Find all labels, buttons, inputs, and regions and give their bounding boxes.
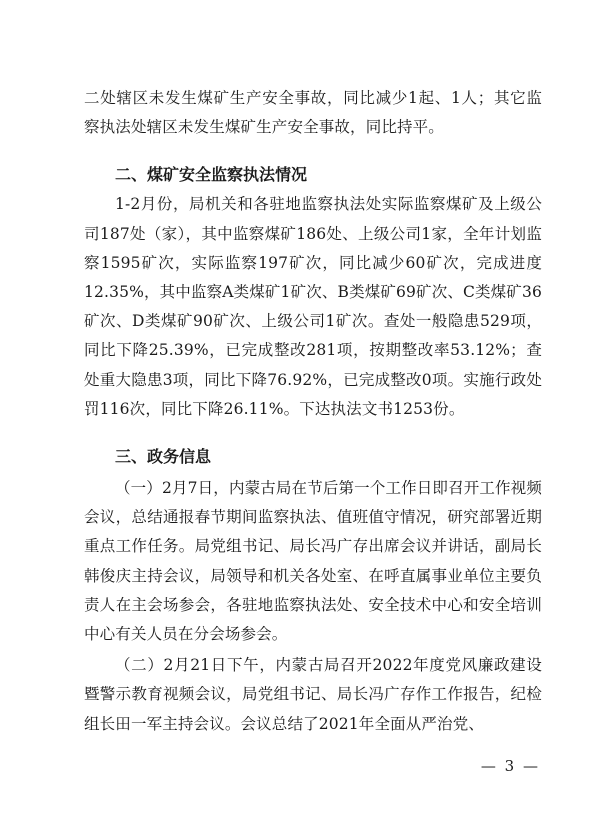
section-2-heading: 二、煤矿安全监察执法情况 [115, 165, 308, 185]
section-3-paragraph-1: （一）2月7日，内蒙古局在节后第一个工作日即召开工作视频会议，总结通报春节期间监察执法、值班值守情况，研究部署近期重点工作任务。局党组书记、局长冯广存出席会议并讲话，副局长韩俊庆主持会议，局领导和机关各处室、在呼直属事业单位主要负责人在主会场参会，各驻地监察执法处、安全技术中心和安全培训中心有关人员在分会场参会。 [84, 479, 542, 644]
continued-paragraph: 二处辖区未发生煤矿生产安全事故，同比减少1起、1人；其它监察执法处辖区未发生煤矿生产安全事故，同比持平。 [84, 89, 542, 137]
section-3-heading: 三、政务信息 [115, 447, 212, 467]
page-number: — 3 — [480, 757, 540, 775]
section-2-paragraph: 1-2月份，局机关和各驻地监察执法处实际监察煤矿及上级公司187处（家），其中监察煤矿186处、上级公司1家，全年计划监察1595矿次，实际监察197矿次，同比减少60矿次，完成进度12.35%，其中监察A类煤矿1矿次、B类煤矿69矿次、C类煤矿36矿次、D类煤矿90矿次、上级公司1矿次。查处一般隐患529项，同比下降25.39%，已完成整改281项，按期整改率53.12%；查处重大隐患3项，同比下降76.92%，已完成整改0项。实施行政处罚116次，同比下降26.11%。下达执法文书1253份。 [84, 195, 542, 418]
section-3-paragraph-2: （二）2月21日下午，内蒙古局召开2022年度党风廉政建设暨警示教育视频会议，局党组书记、局长冯广存作工作报告，纪检组长田一军主持会议。会议总结了2021年全面从严治党、 [84, 656, 542, 733]
document-body [84, 84, 542, 739]
